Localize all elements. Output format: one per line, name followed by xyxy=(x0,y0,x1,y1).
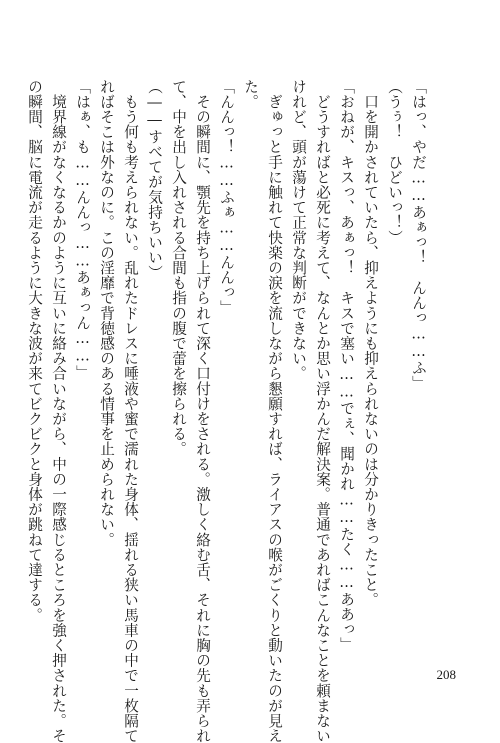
text-line: 境界線がなくなるかのように互いに絡み合いながら、中の一際感じるところを強く押された。そ xyxy=(50,79,67,743)
text-line: ぎゅっと手に触れて快楽の涙を流しながら懇願すれば、ライアスの喉がごくりと動いたのが見え xyxy=(266,79,283,743)
text-line: 「おねが、キスっ、あぁっ！ キスで塞い……でぇ、聞かれ……たく……ああっ」 xyxy=(338,79,355,653)
body-text xyxy=(22,79,430,743)
text-line: ればそこは外なのに。この淫靡で背徳感のある情事を止められない。 xyxy=(98,79,115,548)
text-line: もう何も考えられない。乱れたドレスに唾液や蜜で濡れた身体、揺れる狭い馬車の中で一枚隔て xyxy=(122,79,139,743)
text-line: （――すべてが気持ちいい） xyxy=(146,79,163,281)
text-line: 「んんっ！……ふぁ……んんっ」 xyxy=(218,79,235,316)
text-line: どうすればと必死に考えて、なんとか思い浮かんだ解決案。普通であればこんなことを頼まない xyxy=(314,79,331,743)
text-line: 口を開かされていたら、抑えようにも抑えられないのは分かりきったこと。 xyxy=(362,79,379,608)
text-line: けれど、頭が蕩けて正常な判断ができない。 xyxy=(290,79,307,381)
text-line: （うぅ！ ひどいっ！） xyxy=(386,79,403,246)
text-line: て、中を出し入れされる合間も指の腹で蕾を擦られる。 xyxy=(170,79,187,457)
text-line: た。 xyxy=(242,79,259,110)
text-line: その瞬間に、顎先を持ち上げられて深く口付けをされる。激しく絡む舌、それに胸の先も弄られ xyxy=(194,79,211,743)
text-line: 「はぁ、も……んんっ……あぁっん……」 xyxy=(74,79,91,381)
text-line: 「はっ、やだ……あぁっ！ んんっ……ふ」 xyxy=(410,79,427,391)
page-number: 208 xyxy=(436,667,456,682)
text-line: の瞬間、脳に電流が走るように大きな波が来てビクビクと身体が跳ねて達する。 xyxy=(26,79,43,623)
